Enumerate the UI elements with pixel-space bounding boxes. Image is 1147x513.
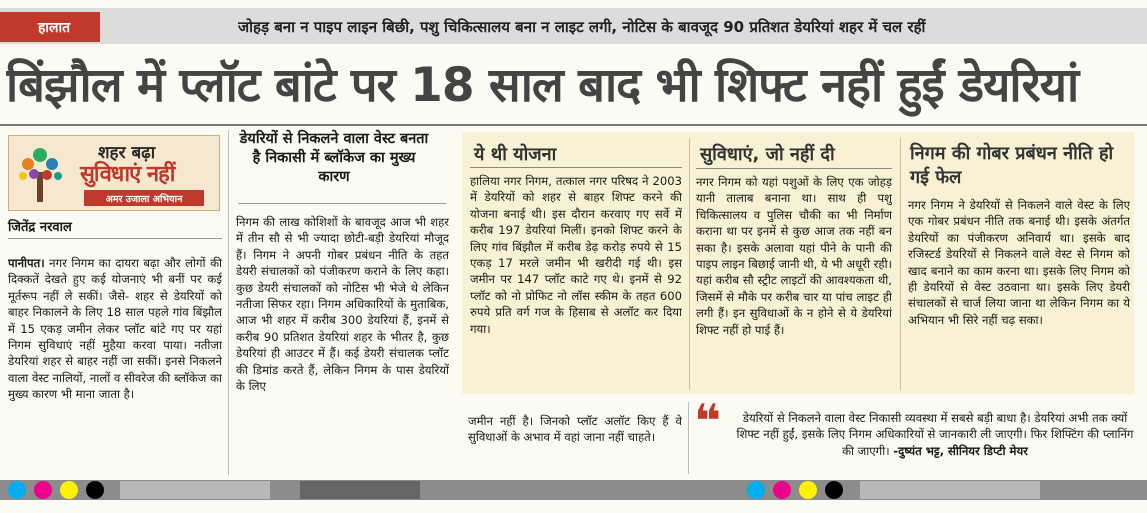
quote-text: डेयरियों से निकलने वाला वेस्ट निकासी व्यवस्था में सबसे बड़ी बाधा है। डेयरियां अभी तक क्यों शिफ्ट नहीं हुईं, इसके लिए निगम अधिकारियों से जानकारी ली जाएगी। फिर शिफ्टिंग की प्लानिंग की जाएगी।	[736, 411, 1134, 458]
yellow-dot	[799, 481, 817, 499]
yellow-dot	[60, 481, 78, 499]
plan-rule	[470, 167, 682, 168]
subheading: डेयरियों से निकलने वाला वेस्ट बनता है निकासी में ब्लॉकेज का मुख्य कारण	[239, 131, 429, 185]
article-column-3: जमीन नहीं है। जिनको प्लॉट अलॉट किए हैं वे सुविधाओं के अभाव में वहां जाना नहीं चाहते।	[468, 414, 682, 445]
subheading-rule	[238, 203, 446, 204]
facilities-heading: सुविधाएं, जो नहीं दी	[700, 144, 835, 165]
byline-rule	[8, 238, 222, 239]
grey-segment	[120, 481, 270, 499]
plan-heading: ये थी योजना	[474, 144, 557, 165]
grey-segment	[860, 481, 1040, 499]
magenta-dot	[34, 481, 52, 499]
campaign-title: शहर बढ़ा	[98, 143, 156, 163]
grey-segment	[300, 481, 420, 499]
cyan-dot	[747, 481, 765, 499]
magenta-dot	[773, 481, 791, 499]
plan-text: हालिया नगर निगम, तत्काल नगर परिषद ने 2003 में डेयरियों को शहर से बाहर शिफ्ट करने की योजना बनाई थी। इस दौरान करवाए गए सर्वे में करीब 197 डेयरियां मिलीं। इनको शिफ्ट करने के लिए गांव बिंझौल में करीब डेढ़ करोड़ रुपये से 15 एकड़ 17 मरले जमीन भी खरीदी गई थी। इस जमीन पर 147 प्लॉट काटे गए थे। इनमें से 92 प्लॉट को नो प्रोफिट नो लॉस स्कीम के तहत 600 रुपये प्रति वर्ग गज के हिसाब से अलॉट कर दिया गया।	[470, 174, 682, 336]
byline: जितेंद्र नरवाल	[8, 220, 72, 235]
section-label: हालात	[0, 12, 100, 42]
policy-text: नगर निगम ने डेयरियों से निकलने वाले वेस्ट के लिए एक गोबर प्रबंधन नीति तक बनाई थी। इसके अंतर्गत डेयरियों का पंजीकरण अनिवार्य था। इसके बाद रजिस्टर्ड डेयरियों से निकलने वाले वेस्ट से निगम को खाद बनाने का काम करना था। इसके लिए निगम को ही डेयरियों से वेस्ट उठवाना था। इसके लिए डेयरी संचालकों से चार्ज लिया जाना था लेकिन निगम का ये अभियान भी सिरे नहीं चढ़ सका।	[908, 198, 1130, 327]
column-divider	[688, 402, 689, 474]
headline: बिंझौल में प्लॉट बांटे पर 18 साल बाद भी शिफ्ट नहीं हुईं डेयरियां	[6, 58, 1079, 113]
col1-body: नगर निगम का दायरा बढ़ा और लोगों की दिक्कतें देखते हुए कई योजनाएं भी बनीं पर कई मूर्तरूप नहीं ले सकीं। जैसे- शहर से डेयरियों को बाहर निकालने के लिए 18 साल पहले गांव बिंझौल में 15 एकड़ जमीन लेकर प्लॉट बांटे गए पर यहां निगम सुविधाएं नहीं मुहैया करवा पाया। नतीजा डेयरियां शहर से बाहर नहीं जा सकीं। इनसे निकलने वाला वेस्ट नालियों, नालों व सीवरेज की ब्लॉकेज का मुख्य कारण भी माना जाता है।	[8, 256, 222, 402]
kicker-text: जोहड़ बना न पाइप लाइन बिछी, पशु चिकित्सालय बना न लाइट लगी, नोटिस के बावजूद 90 प्रतिशत डेयरियां शहर में चल रहीं	[238, 18, 926, 36]
article-column-2: निगम की लाख कोशिशों के बावजूद आज भी शहर में तीन सौ से भी ज्यादा छोटी-बड़ी डेयरियां मौजूद हैं। निगम ने अपनी गोबर प्रबंधन नीति के तहत डेयरी संचालकों को पंजीकरण कराने के लिए कहा। कुछ डेयरी संचालकों को नोटिस भी भेजे थे लेकिन नतीजा सिफर रहा। निगम अधिकारियों के मुताबिक, आज भी शहर में करीब 300 डेयरियां हैं, इनमें से करीब 90 प्रतिशत डेयरियां शहर के भीतर है, कुछ डेयरियां ही आउटर में हैं। कई डेयरी संचालक प्लॉट की डिमांड करते हैं, लेकिन निगम के पास डेयरियों के लिए	[236, 215, 449, 394]
box-divider	[900, 138, 901, 390]
column-divider	[228, 130, 229, 475]
quote-icon: ❝	[694, 394, 721, 448]
campaign-subtitle: सुविधाएं नहीं	[80, 162, 175, 187]
campaign-tag: अमर उजाला अभियान	[84, 190, 204, 206]
box-divider	[689, 138, 690, 390]
dateline: पानीपत।	[8, 256, 45, 270]
headline-rule	[0, 124, 1147, 126]
quote	[736, 410, 1134, 459]
facilities-text: नगर निगम को यहां पशुओं के लिए एक जोहड़ यानी तालाब बनाना था। साथ ही पशु चिकित्सालय व पुलिस चौकी का भी निर्माण कराना था पर इनमें से कुछ आज तक नहीं बन सका है। इसके अलावा यहां पीने के पानी की पाइप लाइन बिछाई जानी थी, ये भी अधूरी रही। यहां करीब सौ स्ट्रीट लाइटों की आवश्यकता थी, जिसमें से मौके पर करीब चार या पांच लाइट ही लगी हैं। इन सुविधाओं के न होने से ये डेयरियां शिफ्ट नहीं हो पाई हैं।	[696, 175, 892, 337]
black-dot	[86, 481, 104, 499]
policy-heading: निगम की गोबर प्रबंधन नीति हो गई फेल	[910, 143, 1114, 188]
tree-icon	[14, 142, 66, 204]
article-column-1	[8, 255, 222, 470]
cyan-dot	[8, 481, 26, 499]
quote-attribution: -दुष्यंत भट्ट, सीनियर डिप्टी मेयर	[893, 443, 1028, 458]
black-dot	[825, 481, 843, 499]
facilities-rule	[696, 168, 892, 169]
